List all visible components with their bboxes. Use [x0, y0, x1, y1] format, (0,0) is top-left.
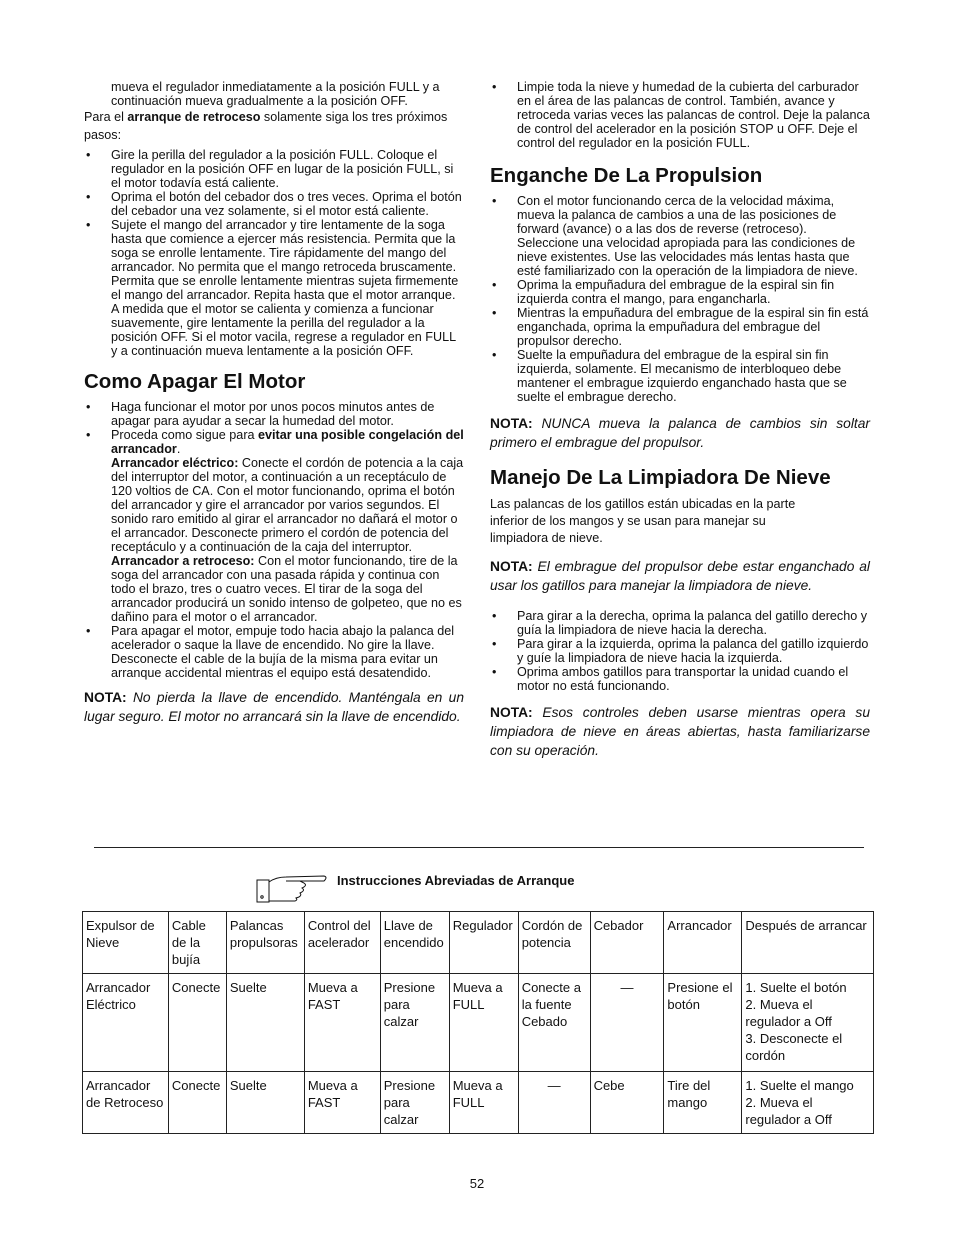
quick-start-table — [82, 911, 874, 1134]
table-cell: Mueva a FAST — [304, 974, 380, 1072]
table-cell: Conecte — [168, 974, 226, 1072]
heading-enganche: Enganche De La Propulsion — [490, 164, 763, 187]
page-number: 52 — [469, 1176, 485, 1191]
right-column — [490, 80, 870, 760]
intro-pre: Para el — [84, 110, 128, 124]
table-cell: Tire del mango — [664, 1072, 742, 1134]
nota-text: Esos controles deben usarse mientras opera su limpiadora de nieve en áreas abiertas, hasta familiarizarse con su operación. — [490, 705, 870, 758]
cleanup-list — [490, 80, 870, 150]
nota-label: NOTA: — [490, 559, 533, 574]
nota-text: El embrague del propulsor debe estar enganchado al usar los gatillos para manejar la limpiadora de nieve. — [490, 559, 870, 593]
apagar-b2-post: . — [176, 442, 181, 456]
list-item: • Limpie toda la nieve y humedad de la cubierta del carburador en el área de las palancas de control. También, avance y retroceda varias veces las palancas de control. Deje la palanca de control del acelerador en la posición STOP u OFF. Deje el control del regulador en la posición FULL. — [490, 80, 870, 150]
section-divider — [94, 847, 864, 848]
nota-cambios — [490, 414, 870, 452]
manejo-intro: Las palancas de los gatillos están ubicadas en la parte inferior de los mangos y se usan para manejar su limpiadora de nieve. — [490, 497, 796, 545]
apagar-b2-bold: evitar una posible congelación del arrancador — [111, 428, 464, 456]
list-item: • Sujete el mango del arrancador y tire lentamente de la soga hasta que comience a ejercer más resistencia. Permita que la soga se enrolle lentamente. Tire rápidamente del mango del arrancador. No permita que el mango retroceda bruscamente. Permita que se enrolle lentamente mientras sujeta firmemente el mango del arrancador. Repita hasta que el motor arranque. A medida que el motor se calienta y comienza a funcionar suavemente, gire lentamente la perilla del regulador a la posición OFF. Si el motor vacila, regrese a regulador en FULL y a continuación mueva lentamente a la posición OFF. — [84, 218, 464, 358]
apagar-b2-pre: Proceda como sigue para — [111, 428, 259, 442]
list-item — [84, 428, 464, 624]
table-header-cell: Palancas propulsoras — [226, 912, 304, 974]
table-header-cell: Expulsor de Nieve — [83, 912, 169, 974]
nota-controles — [490, 703, 870, 760]
table-header-cell: Regulador — [449, 912, 518, 974]
table-header-cell: Arrancador — [664, 912, 742, 974]
table-header-row — [83, 912, 874, 974]
table-cell: Conecte a la fuente Cebado — [518, 974, 590, 1072]
table-header-cell: Cordón de potencia — [518, 912, 590, 974]
table-header-cell: Cable de la bujía — [168, 912, 226, 974]
list-item: • Oprima ambos gatillos para transportar la unidad cuando el motor no está funcionando. — [490, 665, 870, 693]
list-item: • Suelte la empuñadura del embrague de la espiral sin fin izquierda, solamente. El mecanismo de interbloqueo debe mantener el embrague izquierdo enganchado hasta que se suelte el embrague derecho. — [490, 348, 870, 404]
table-header-cell: Control del acelerador — [304, 912, 380, 974]
table-cell: Mueva a FAST — [304, 1072, 380, 1134]
nota-embrague — [490, 557, 870, 595]
pointing-hand-icon — [256, 869, 330, 905]
list-item: • Para girar a la derecha, oprima la palanca del gatillo derecho y guía la limpiadora de nieve hacia la derecha. — [490, 609, 870, 637]
electrico-label: Arrancador eléctrico: — [111, 456, 239, 470]
table-cell: Cebe — [590, 1072, 664, 1134]
table-cell: Presione el botón — [664, 974, 742, 1072]
nota-label: NOTA: — [490, 705, 533, 720]
table-cell: Suelte — [226, 1072, 304, 1134]
heading-manejo: Manejo De La Limpiadora De Nieve — [490, 466, 831, 489]
nota-label: NOTA: — [84, 690, 127, 705]
table-header-cell: Después de arrancar — [742, 912, 874, 974]
retroceso-text: Con el motor funcionando, tire de la soga del arrancador con una pasada rápida y continua con todo el brazo, tres o cuatro veces. El tirar de la soga del arrancador producirá un sonido intenso de golpeteo, que no es dañino para el motor o el arrancador. — [111, 554, 462, 624]
recoil-steps-list — [84, 148, 464, 358]
table-cell: Arrancador de Retroceso — [83, 1072, 169, 1134]
list-item: • Oprima el botón del cebador dos o tres veces. Oprima el botón del cebador una vez solamente, si el motor está caliente. — [84, 190, 464, 218]
table-cell: — — [590, 974, 664, 1072]
table-cell: 1. Suelte el botón 2. Mueva el regulador a Off 3. Desconecte el cordón — [742, 974, 874, 1072]
table-cell: Mueva a FULL — [449, 974, 518, 1072]
list-item: • Mientras la empuñadura del embrague de la espiral sin fin está enganchada, oprima la empuñadura del embrague del propulsor derecho. — [490, 306, 870, 348]
table-cell: Conecte — [168, 1072, 226, 1134]
table-header-cell: Llave de encendido — [380, 912, 449, 974]
left-column — [84, 80, 464, 726]
table-cell: Suelte — [226, 974, 304, 1072]
intro-bold: arranque de retroceso — [127, 110, 261, 124]
table-row — [83, 974, 874, 1072]
table-cell: — — [518, 1072, 590, 1134]
table-row — [83, 1072, 874, 1134]
table-title: Instrucciones Abreviadas de Arranque — [337, 873, 575, 888]
table-cell: Presione para calzar — [380, 1072, 449, 1134]
propulsion-list — [490, 194, 870, 404]
table-cell: 1. Suelte el mango 2. Mueva el regulador a Off — [742, 1072, 874, 1134]
list-item: • Para girar a la izquierda, oprima la palanca del gatillo izquierdo y guíe la limpiadora de nieve hacia la izquierda. — [490, 637, 870, 665]
list-item: • Oprima la empuñadura del embrague de la espiral sin fin izquierda contra el mango, para engancharla. — [490, 278, 870, 306]
intro-paragraph — [84, 108, 464, 144]
list-item: • Gire la perilla del regulador a la posición FULL. Coloque el regulador en la posición OFF en lugar de la posición FULL, si el motor todavía está caliente. — [84, 148, 464, 190]
nota-llave — [84, 688, 464, 726]
table-cell: Presione para calzar — [380, 974, 449, 1072]
nota-text: NUNCA mueva la palanca de cambios sin soltar primero el embrague del propulsor. — [490, 416, 870, 450]
nota-label: NOTA: — [490, 416, 533, 431]
apagar-list — [84, 400, 464, 680]
table-cell: Arrancador Eléctrico — [83, 974, 169, 1072]
intro-post: solamente siga los tres próximos pasos: — [84, 110, 448, 142]
intro-continuation: mueva el regulador inmediatamente a la posición FULL y a continuación mueva gradualmente a la posición OFF. — [111, 80, 440, 108]
table-header-cell: Cebador — [590, 912, 664, 974]
retroceso-label: Arrancador a retroceso: — [111, 554, 255, 568]
table-cell: Mueva a FULL — [449, 1072, 518, 1134]
list-item: • Haga funcionar el motor por unos pocos minutos antes de apagar para ayudar a secar la humedad del motor. — [84, 400, 464, 428]
electrico-text: Conecte el cordón de potencia a la caja del interruptor del motor, a continuación a un receptáculo de 120 voltios de CA. Con el motor funcionando, oprima el botón del arrancador y gire el arrancador por varios segundos. El sonido raro emitido al girar el arrancador no dañará el motor o el arrancador. Desconecte primero el cordón de potencia del receptáculo y a continuación de la caja del interruptor. — [111, 456, 464, 554]
list-item: • Para apagar el motor, empuje todo hacia abajo la palanca del acelerador o saque la llave de encendido. No gire la llave. Desconecte el cable de la bujía de la misma para evitar un arranque accidental mientras el equipo está desatendido. — [84, 624, 464, 680]
manejo-list — [490, 609, 870, 693]
nota-text: No pierda la llave de encendido. Manténgala en un lugar seguro. El motor no arrancará sin la llave de encendido. — [84, 690, 464, 724]
list-item: • Con el motor funcionando cerca de la velocidad máxima, mueva la palanca de cambios a una de las posiciones de forward (avance) o a las dos de reverse (retroceso). Seleccione una velocidad apropiada para las condiciones de nieve existentes. Use las velocidades más lentas hasta que esté familiarizado con la operación de la limpiadora de nieve. — [490, 194, 870, 278]
heading-como-apagar: Como Apagar El Motor — [84, 370, 306, 393]
